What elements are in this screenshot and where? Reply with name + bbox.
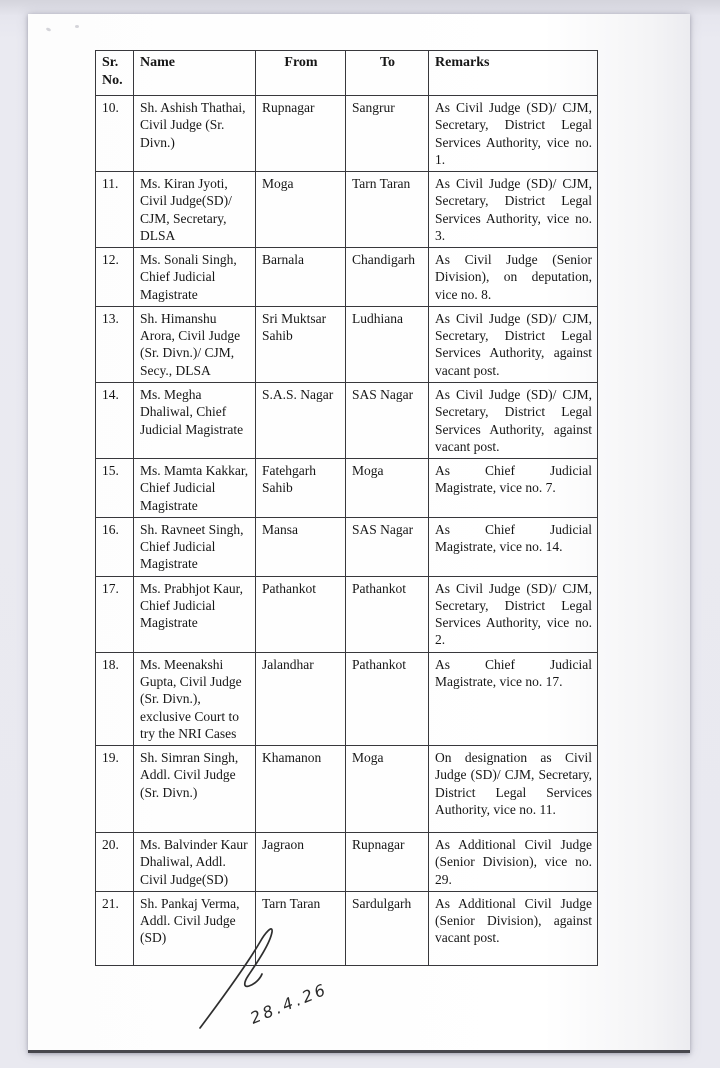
cell-from: Mansa: [256, 517, 346, 576]
cell-name: Ms. Mamta Kakkar, Chief Judicial Magistrate: [134, 459, 256, 518]
cell-sr-no: 19.: [96, 746, 134, 833]
cell-sr-no: 10.: [96, 96, 134, 172]
cell-remarks: As Additional Civil Judge (Senior Division), against vacant post.: [429, 891, 598, 965]
cell-from: Jalandhar: [256, 652, 346, 745]
cell-sr-no: 14.: [96, 382, 134, 458]
table-row: [96, 576, 598, 652]
col-header-sr-no: Sr. No.: [96, 51, 134, 96]
cell-sr-no: 11.: [96, 172, 134, 248]
cell-from: Moga: [256, 172, 346, 248]
table-row: [96, 459, 598, 518]
table-row: [96, 382, 598, 458]
cell-to: Tarn Taran: [346, 172, 429, 248]
cell-remarks: As Civil Judge (SD)/ CJM, Secretary, District Legal Services Authority, vice no. 2.: [429, 576, 598, 652]
col-header-name: Name: [134, 51, 256, 96]
cell-remarks: On designation as Civil Judge (SD)/ CJM, Secretary, District Legal Services Authority, vice no. 11.: [429, 746, 598, 833]
cell-from: Pathankot: [256, 576, 346, 652]
table-row: [96, 746, 598, 833]
cell-to: SAS Nagar: [346, 517, 429, 576]
cell-from: Barnala: [256, 248, 346, 307]
cell-from: S.A.S. Nagar: [256, 382, 346, 458]
cell-remarks: As Civil Judge (Senior Division), on deputation, vice no. 8.: [429, 248, 598, 307]
transfer-table: [95, 50, 598, 966]
cell-from: Sri Muktsar Sahib: [256, 306, 346, 382]
cell-from: Jagraon: [256, 833, 346, 892]
table-row: [96, 248, 598, 307]
table-row: [96, 517, 598, 576]
cell-name: Ms. Kiran Jyoti, Civil Judge(SD)/ CJM, Secretary, DLSA: [134, 172, 256, 248]
cell-name: Ms. Megha Dhaliwal, Chief Judicial Magistrate: [134, 382, 256, 458]
cell-sr-no: 20.: [96, 833, 134, 892]
cell-to: Moga: [346, 746, 429, 833]
cell-remarks: As Civil Judge (SD)/ CJM, Secretary, District Legal Services Authority, against vacant post.: [429, 382, 598, 458]
cell-name: Sh. Pankaj Verma, Addl. Civil Judge (SD): [134, 891, 256, 965]
cell-remarks: As Chief Judicial Magistrate, vice no. 17.: [429, 652, 598, 745]
cell-from: Tarn Taran: [256, 891, 346, 965]
cell-remarks: As Civil Judge (SD)/ CJM, Secretary, District Legal Services Authority, vice no. 3.: [429, 172, 598, 248]
cell-sr-no: 17.: [96, 576, 134, 652]
cell-sr-no: 18.: [96, 652, 134, 745]
table-row: [96, 96, 598, 172]
cell-name: Ms. Meenakshi Gupta, Civil Judge (Sr. Divn.), exclusive Court to try the NRI Cases: [134, 652, 256, 745]
cell-to: Chandigarh: [346, 248, 429, 307]
signature-date: 28.4.26: [247, 979, 331, 1028]
cell-to: Pathankot: [346, 652, 429, 745]
table-header-row: [96, 51, 598, 96]
cell-to: Sardulgarh: [346, 891, 429, 965]
cell-to: Ludhiana: [346, 306, 429, 382]
col-header-remarks: Remarks: [429, 51, 598, 96]
col-header-to: To: [346, 51, 429, 96]
cell-from: Khamanon: [256, 746, 346, 833]
cell-from: Fatehgarh Sahib: [256, 459, 346, 518]
smudge-mark: [75, 25, 79, 28]
cell-remarks: As Chief Judicial Magistrate, vice no. 7.: [429, 459, 598, 518]
cell-sr-no: 13.: [96, 306, 134, 382]
cell-name: Sh. Simran Singh, Addl. Civil Judge (Sr. Divn.): [134, 746, 256, 833]
cell-name: Sh. Ravneet Singh, Chief Judicial Magistrate: [134, 517, 256, 576]
cell-name: Ms. Balvinder Kaur Dhaliwal, Addl. Civil Judge(SD): [134, 833, 256, 892]
cell-to: Sangrur: [346, 96, 429, 172]
cell-remarks: As Civil Judge (SD)/ CJM, Secretary, District Legal Services Authority, against vacant post.: [429, 306, 598, 382]
cell-remarks: As Additional Civil Judge (Senior Division), vice no. 29.: [429, 833, 598, 892]
table-row: [96, 306, 598, 382]
cell-sr-no: 15.: [96, 459, 134, 518]
col-header-from: From: [256, 51, 346, 96]
cell-to: Pathankot: [346, 576, 429, 652]
cell-name: Sh. Ashish Thathai, Civil Judge (Sr. Divn.): [134, 96, 256, 172]
cell-sr-no: 12.: [96, 248, 134, 307]
cell-to: Rupnagar: [346, 833, 429, 892]
cell-name: Sh. Himanshu Arora, Civil Judge (Sr. Divn.)/ CJM, Secy., DLSA: [134, 306, 256, 382]
signature-block: [196, 922, 386, 1047]
cell-remarks: As Civil Judge (SD)/ CJM, Secretary, District Legal Services Authority, vice no. 1.: [429, 96, 598, 172]
table-row: [96, 833, 598, 892]
cell-remarks: As Chief Judicial Magistrate, vice no. 14.: [429, 517, 598, 576]
cell-name: Ms. Prabhjot Kaur, Chief Judicial Magistrate: [134, 576, 256, 652]
cell-to: SAS Nagar: [346, 382, 429, 458]
table-row: [96, 172, 598, 248]
cell-sr-no: 21.: [96, 891, 134, 965]
cell-to: Moga: [346, 459, 429, 518]
cell-from: Rupnagar: [256, 96, 346, 172]
table-row: [96, 652, 598, 745]
cell-sr-no: 16.: [96, 517, 134, 576]
smudge-mark: [46, 27, 52, 32]
cell-name: Ms. Sonali Singh, Chief Judicial Magistrate: [134, 248, 256, 307]
document-page: [28, 14, 690, 1053]
